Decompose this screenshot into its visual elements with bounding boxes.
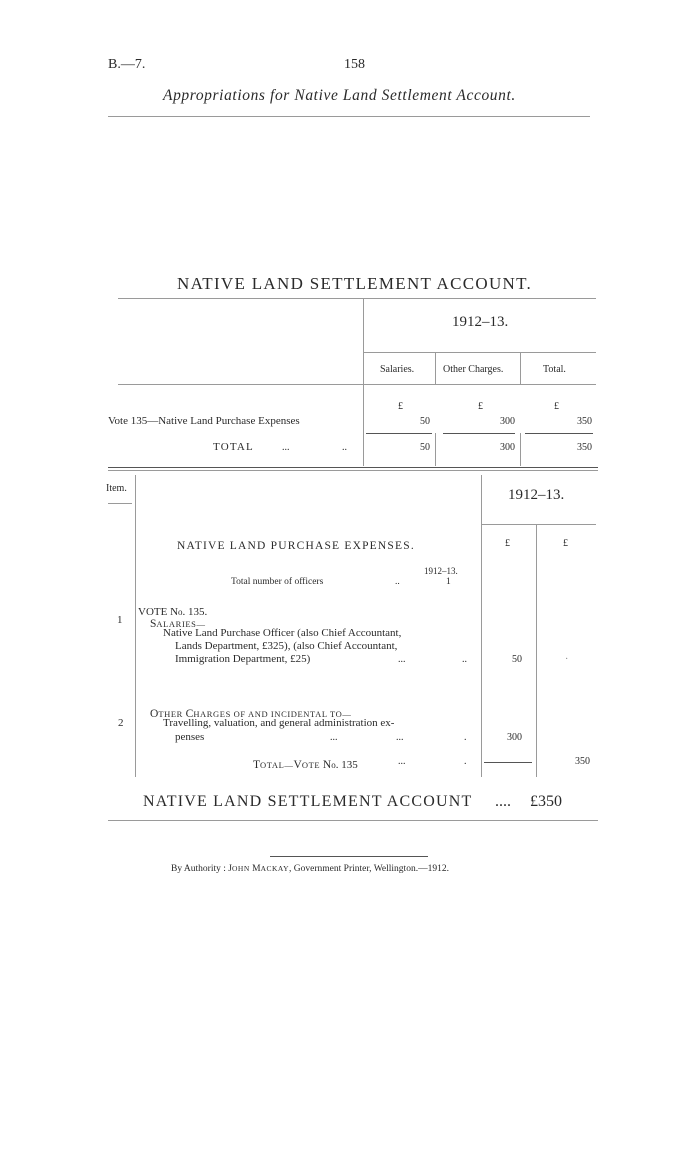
vote-row-salaries: 50 — [420, 416, 430, 427]
amount-subcolumn-divider — [536, 525, 537, 777]
footer-rule — [270, 856, 428, 857]
sum-rule — [525, 433, 593, 434]
summary-title: NATIVE LAND SETTLEMENT ACCOUNT. — [177, 274, 533, 293]
item-2-amount: 300 — [507, 732, 522, 743]
summary-bottom-rule — [108, 467, 598, 468]
salaries-heading: SALARIES— — [150, 618, 206, 630]
section-title: NATIVE LAND PURCHASE EXPENSES. — [177, 540, 415, 552]
column-divider — [435, 433, 436, 466]
item-column-header: Item. — [106, 483, 127, 494]
officers-count: 1 — [446, 577, 451, 587]
vote-row-label: Vote 135—Native Land Purchase Expenses — [108, 415, 300, 427]
grand-total-label: NATIVE LAND SETTLEMENT ACCOUNT — [143, 793, 473, 810]
summary-year: 1912–13. — [452, 314, 509, 330]
item-number-2: 2 — [118, 717, 124, 729]
sum-rule — [366, 433, 432, 434]
currency-symbol: £ — [398, 401, 403, 412]
running-title: Appropriations for Native Land Settlement Account. — [163, 87, 516, 104]
summary-bottom-rule — [108, 470, 598, 471]
column-divider — [520, 352, 521, 384]
summary-header-rule — [118, 384, 596, 385]
sum-rule — [443, 433, 515, 434]
item-2-text-line-1: Travelling, valuation, and general administration ex- — [163, 717, 395, 729]
item-column-divider — [135, 475, 136, 777]
detail-bottom-rule — [108, 820, 598, 821]
grand-total-amount: £350 — [530, 793, 562, 810]
total-salaries: 50 — [420, 442, 430, 453]
item-1-amount: 50 — [512, 654, 522, 665]
sum-rule — [484, 762, 532, 763]
leader-dots: . — [464, 756, 467, 767]
leader-dots: ... — [330, 732, 338, 743]
officers-year: 1912–13. — [424, 566, 458, 576]
document-reference: B.—7. — [108, 57, 146, 72]
amount-column-divider — [481, 475, 482, 777]
leader-dots: . — [464, 732, 467, 743]
leader-dots: .. — [462, 654, 467, 665]
column-divider — [435, 352, 436, 384]
leader-dots: .. — [395, 577, 400, 587]
column-divider — [520, 433, 521, 466]
leader-dots: .. — [342, 442, 347, 453]
leader-dots: ... — [398, 756, 406, 767]
page-number: 158 — [344, 57, 365, 72]
leader-dots: ... — [282, 442, 290, 453]
detail-year-rule — [482, 524, 596, 525]
leader-dots: ... — [398, 654, 406, 665]
officers-label: Total number of officers — [231, 577, 324, 587]
summary-year-rule — [364, 352, 596, 353]
item-1-text-line-1: Native Land Purchase Officer (also Chief Accountant, — [163, 627, 402, 639]
column-header-salaries: Salaries. — [380, 364, 415, 375]
other-charges-heading: OTHER CHARGES OF AND INCIDENTAL TO— — [150, 708, 352, 720]
item-1-text-line-2: Lands Department, £325), (also Chief Accountant, — [175, 640, 398, 652]
currency-symbol: £ — [478, 401, 483, 412]
currency-symbol: £ — [505, 538, 510, 549]
item-1-text-line-3: Immigration Department, £25) — [175, 653, 311, 665]
currency-symbol: £ — [563, 538, 568, 549]
leader-dots: .... — [495, 793, 511, 810]
summary-top-rule — [118, 298, 596, 299]
total-total: 350 — [577, 442, 592, 453]
item-2-text-line-2: penses — [175, 731, 205, 743]
printer-imprint: By Authority : JOHN MACKAY, Government Printer, Wellington.—1912. — [171, 864, 449, 874]
column-header-other-charges: Other Charges. — [443, 364, 504, 375]
vote-total-amount: 350 — [575, 756, 590, 767]
currency-symbol: £ — [554, 401, 559, 412]
leader-dots: ... — [396, 732, 404, 743]
vote-total-label: TOTAL—VOTE No. 135 — [253, 759, 358, 771]
summary-divider — [363, 298, 364, 466]
header-rule — [108, 116, 590, 117]
item-number-1: 1 — [117, 614, 123, 626]
item-header-rule — [108, 503, 132, 504]
column-header-total: Total. — [543, 364, 566, 375]
vote-row-total: 350 — [577, 416, 592, 427]
vote-row-other-charges: 300 — [500, 416, 515, 427]
total-label: TOTAL — [213, 441, 254, 453]
vote-heading: VOTE No. 135. — [138, 606, 208, 618]
detail-year: 1912–13. — [508, 487, 565, 503]
total-other-charges: 300 — [500, 442, 515, 453]
blot-mark: · — [565, 654, 569, 665]
